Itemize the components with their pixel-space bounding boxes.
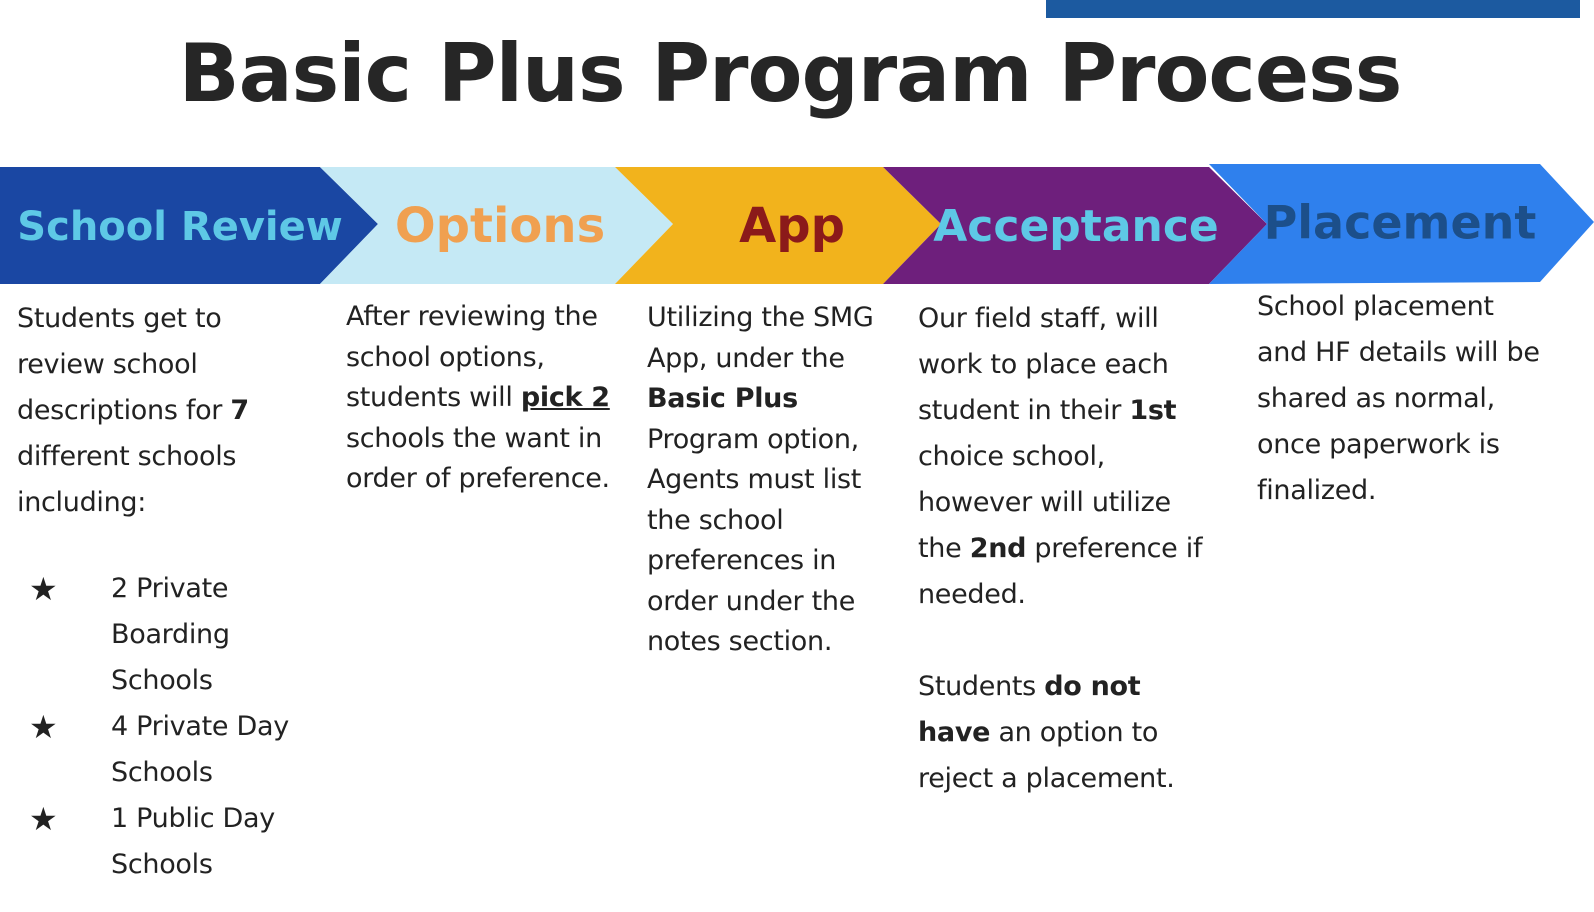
app-description: Utilizing the SMG App, under the Basic Plus Program option, Agents must list the school preferences in order under the notes section. — [647, 302, 874, 657]
stage-label-school-review: School Review — [17, 204, 343, 250]
star-icon: ★ — [29, 570, 58, 608]
list-item: ★ 4 Private Day Schools — [17, 704, 337, 796]
stage-label-app: App — [739, 198, 845, 254]
page-title: Basic Plus Program Process — [178, 27, 1402, 120]
placement-description: School placement and HF details will be shared as normal, once paperwork is finalized. — [1257, 291, 1540, 506]
stage-label-options: Options — [394, 198, 606, 254]
stage-label-placement: Placement — [1263, 195, 1537, 250]
list-item: ★ 2 Private Boarding Schools — [17, 566, 337, 704]
school-review-description: Students get to review school descriptions for 7 different schools including: — [17, 303, 249, 518]
options-description: After reviewing the school options, students will pick 2 schools the want in order of preference. — [346, 301, 610, 494]
acceptance-note: Students do not have an option to reject a placement. — [918, 671, 1175, 794]
list-item: ★ 1 Public Day Schools — [17, 796, 337, 888]
stage-label-acceptance: Acceptance — [933, 201, 1219, 252]
school-type-list — [17, 566, 337, 888]
star-icon: ★ — [29, 708, 58, 746]
process-arrow-diagram — [0, 0, 1594, 300]
acceptance-description: Our field staff, will work to place each student in their 1st choice school, however will utilize the 2nd preference if needed. Students do not have an option to reject a placement. — [918, 296, 1208, 802]
star-icon: ★ — [29, 800, 58, 838]
